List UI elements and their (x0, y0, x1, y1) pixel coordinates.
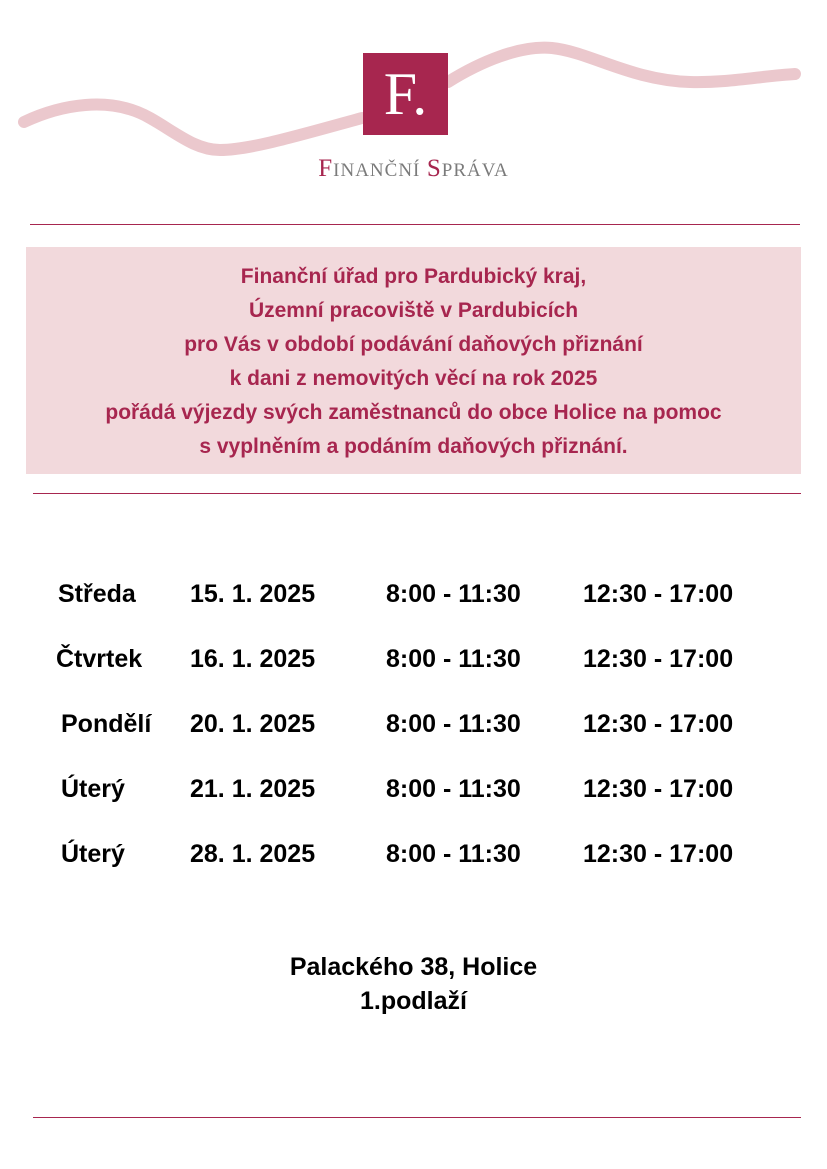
financni-sprava-logo (363, 53, 448, 135)
venue-address (0, 950, 827, 1018)
schedule-day: Čtvrtek (56, 645, 143, 673)
schedule-morning-hours: 8:00 - 11:30 (386, 710, 521, 738)
schedule-afternoon-hours: 12:30 - 17:00 (583, 840, 734, 868)
announcement-line: s vyplněním a podáním daňových přiznání. (199, 435, 628, 458)
schedule-morning-hours: 8:00 - 11:30 (386, 840, 521, 868)
announcement-line: pro Vás v období podávání daňových přiznání (184, 333, 643, 356)
schedule-row (0, 645, 827, 710)
schedule-morning-hours: 8:00 - 11:30 (386, 645, 521, 673)
schedule-date: 28. 1. 2025 (190, 840, 316, 868)
announcement-line: Finanční úřad pro Pardubický kraj, (240, 265, 587, 288)
caption-initial-s: S (426, 155, 442, 182)
address-floor: 1.podlaží (360, 987, 467, 1015)
schedule-row (0, 775, 827, 840)
schedule-row (0, 710, 827, 775)
address-street: Palackého 38, Holice (289, 953, 538, 981)
schedule-day: Úterý (61, 840, 125, 868)
caption-initial-f: F (318, 155, 334, 182)
schedule-morning-hours: 8:00 - 11:30 (386, 775, 521, 803)
announcement-line: k dani z nemovitých věcí na rok 2025 (229, 367, 598, 390)
schedule-afternoon-hours: 12:30 - 17:00 (583, 580, 734, 608)
schedule-table (0, 580, 827, 905)
schedule-date: 15. 1. 2025 (190, 580, 316, 608)
schedule-afternoon-hours: 12:30 - 17:00 (583, 645, 734, 673)
caption-word-2-rest: PRÁVA (441, 160, 509, 181)
divider-middle (33, 493, 801, 494)
schedule-afternoon-hours: 12:30 - 17:00 (583, 775, 734, 803)
schedule-day: Středa (58, 580, 136, 608)
logo-letter: F. (383, 61, 428, 127)
schedule-date: 20. 1. 2025 (190, 710, 316, 738)
schedule-date: 16. 1. 2025 (190, 645, 316, 673)
logo-caption (0, 155, 827, 183)
schedule-day: Pondělí (61, 710, 152, 738)
schedule-day: Úterý (61, 775, 125, 803)
announcement-line: pořádá výjezdy svých zaměstnanců do obce Holice na pomoc (105, 401, 722, 424)
schedule-morning-hours: 8:00 - 11:30 (386, 580, 521, 608)
schedule-date: 21. 1. 2025 (190, 775, 316, 803)
schedule-afternoon-hours: 12:30 - 17:00 (583, 710, 734, 738)
schedule-row (0, 840, 827, 905)
announcement-line: Územní pracoviště v Pardubicích (248, 299, 579, 322)
schedule-row (0, 580, 827, 645)
divider-bottom (33, 1117, 801, 1118)
announcement-box (26, 247, 801, 474)
caption-word-1-rest: INANČNÍ (333, 160, 421, 181)
divider-top (30, 224, 800, 225)
